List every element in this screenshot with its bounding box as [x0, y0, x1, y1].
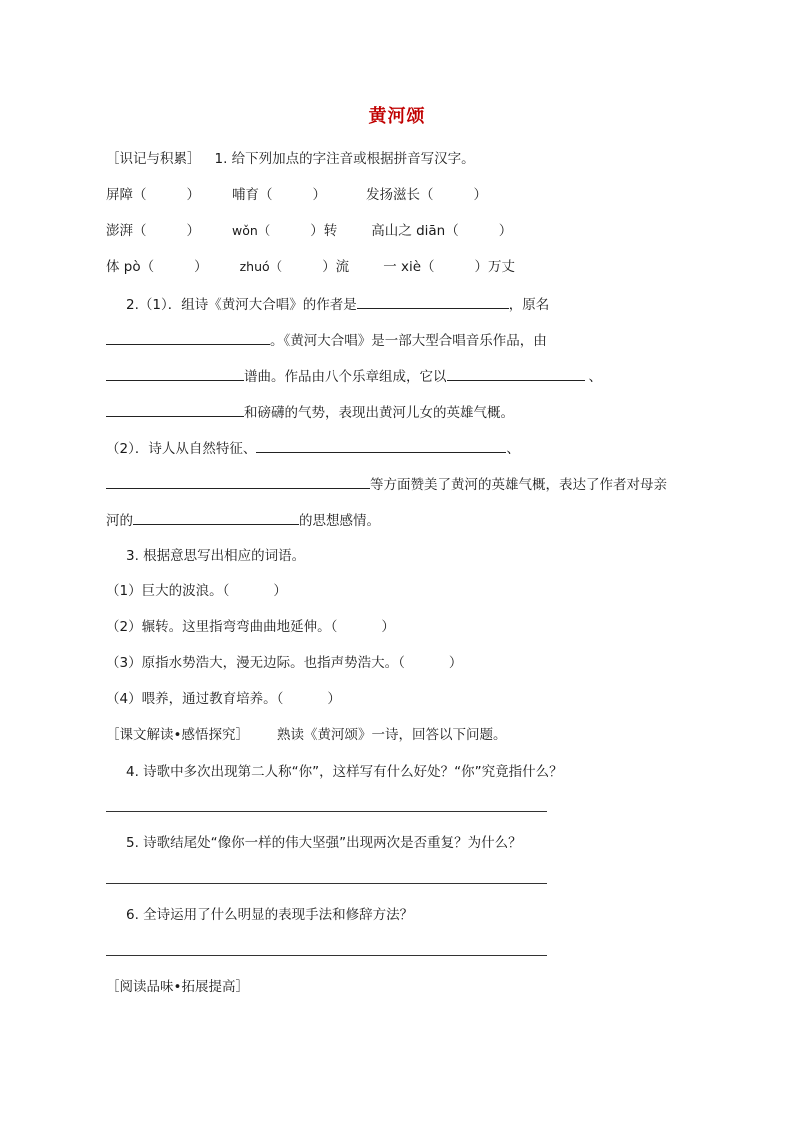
item-fayangzizhang: 发扬滋长（ — [366, 187, 434, 203]
q3-item-text: （2）辗转。这里指弯弯曲曲地延伸。（ — [106, 619, 338, 635]
q3-item-3 — [106, 653, 462, 673]
q1-line — [106, 149, 475, 169]
answer-line-q4[interactable] — [106, 811, 547, 812]
item-xie: 一 xiè（ — [383, 259, 435, 275]
answer-blank[interactable] — [106, 474, 370, 489]
item-dian: 高山之 diān（ — [371, 223, 459, 239]
q2-text: 等方面赞美了黄河的英雄气概，表达了作者对母亲 — [370, 477, 667, 493]
item-zhuo: zhuó（ — [239, 259, 283, 274]
answer-blank[interactable] — [256, 438, 506, 453]
q2-text: 。《黄河大合唱》是一部大型合唱音乐作品，由 — [270, 333, 547, 349]
paren-close: ） — [194, 259, 208, 275]
q2-text: 的思想感情。 — [299, 513, 380, 529]
paren-close: ）万丈 — [474, 259, 516, 275]
answer-blank[interactable] — [106, 402, 244, 417]
q2-line-5 — [106, 438, 520, 459]
answer-blank-original-name[interactable] — [106, 330, 270, 345]
section-2-instruction: 熟读《黄河颂》一诗，回答以下问题。 — [276, 727, 507, 743]
item-tipo: 体 pò（ — [106, 259, 155, 275]
q5-prompt: 5. 诗歌结尾处“像你一样的伟大坚强”出现两次是否重复？为什么？ — [126, 835, 522, 851]
item-pengpai: 澎湃（ — [106, 223, 147, 239]
q3-header: 3. 根据意思写出相应的词语。 — [126, 548, 306, 564]
q4-prompt: 4. 诗歌中多次出现第二人称“你”，这样写有什么好处？“你”究竟指什么？ — [126, 764, 563, 780]
answer-blank[interactable] — [447, 366, 585, 381]
answer-line-q6[interactable] — [106, 955, 547, 956]
pinyin-row-1 — [106, 185, 487, 205]
pinyin-row-2 — [106, 221, 512, 241]
q3-item-4 — [106, 689, 341, 709]
section-header-recall: ［识记与积累］ — [106, 151, 201, 167]
answer-blank[interactable] — [133, 510, 299, 525]
q3-item-text: （3）原指水势浩大，漫无边际。也指声势浩大。（ — [106, 655, 405, 671]
paren-close: ） — [498, 223, 513, 239]
q2-text: 、 — [588, 369, 602, 385]
paren-close: ） — [327, 691, 341, 707]
paren-close: ） — [273, 583, 287, 599]
section-header-analysis: ［课文解读•感悟探究］ — [106, 727, 249, 743]
q2-text: 、 — [506, 441, 520, 457]
paren-close: ） — [473, 187, 487, 203]
q2-text: ，原名 — [508, 297, 550, 313]
q2-line-6 — [106, 474, 667, 495]
paren-close: ） — [312, 187, 326, 203]
q2-text: 河的 — [106, 513, 133, 529]
page-title: 黄河颂 — [368, 106, 426, 127]
q3-item-2 — [106, 617, 395, 637]
q2-line-4 — [106, 402, 514, 423]
q6-prompt: 6. 全诗运用了什么明显的表现手法和修辞方法？ — [126, 907, 414, 923]
q2-text: 谱曲。作品由八个乐章组成，它以 — [244, 369, 447, 385]
answer-blank-composer[interactable] — [106, 366, 244, 381]
section-2-line — [106, 725, 506, 745]
q2-line-7 — [106, 510, 380, 531]
item-wan: wǒn（ — [232, 223, 271, 238]
item-buyu: 哺育（ — [232, 187, 273, 203]
q2-line-3 — [106, 366, 602, 387]
q2-subprompt: （2）．诗人从自然特征、 — [106, 441, 257, 457]
paren-close: ）流 — [322, 259, 350, 275]
q3-item-text: （1）巨大的波浪。（ — [106, 583, 230, 599]
paren-close: ） — [186, 187, 200, 203]
answer-blank-author[interactable] — [357, 294, 509, 309]
paren-close: ） — [381, 619, 395, 635]
q2-line-2 — [106, 330, 547, 351]
pinyin-row-3 — [106, 257, 515, 277]
paren-close: ） — [186, 223, 200, 239]
item-pingzhang: 屏障（ — [106, 187, 147, 203]
section-header-reading: ［阅读品味•拓展提高］ — [106, 979, 249, 995]
q1-prompt: 1. 给下列加点的字注音或根据拼音写汉字。 — [214, 151, 475, 167]
paren-close: ）转 — [310, 223, 338, 239]
answer-line-q5[interactable] — [106, 883, 547, 884]
q3-item-text: （4）喂养，通过教育培养。（ — [106, 691, 284, 707]
q2-text: 和磅礴的气势，表现出黄河儿女的英雄气概。 — [244, 405, 514, 421]
q3-item-1 — [106, 581, 287, 601]
paren-close: ） — [448, 655, 463, 671]
q2-prompt: 2.（1）．组诗《黄河大合唱》的作者是 — [126, 297, 357, 313]
q2-line-1 — [126, 294, 549, 315]
